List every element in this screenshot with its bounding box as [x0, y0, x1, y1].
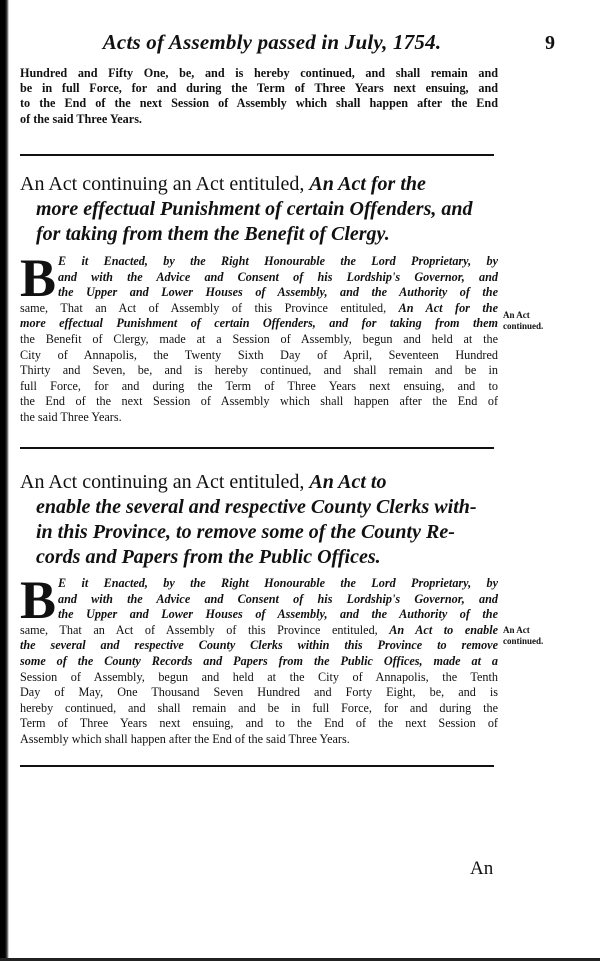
body-line: the several and respective County Clerks within this Province to remove: [20, 638, 498, 653]
act-title-italic: cords and Papers from the Public Offices.: [36, 546, 381, 568]
catchword: An: [470, 858, 494, 879]
running-title: Acts of Assembly passed in July, 1754.: [102, 30, 442, 54]
enacting-line: E it Enacted, by the Right Honourable the Lord Proprietary, by: [58, 254, 498, 268]
body-line: some of the County Records and Papers from the Public Offices, made at a: [20, 653, 498, 668]
page-binding-edge: [0, 0, 9, 961]
act-body-2: [20, 570, 498, 748]
body-line: full Force, for and during the Term of Three Years next ensuing, and to: [20, 378, 498, 393]
body-roman: same, That an Act of Assembly of this Province entituled,: [20, 622, 390, 637]
continuation-line: to the End of the next Session of Assembly which shall happen after the End: [20, 96, 498, 111]
act-title-italic: An Act for the: [309, 173, 426, 195]
body-line: the End of the next Session of Assembly which shall happen after the End of: [20, 394, 498, 409]
body-line: Day of May, One Thousand Seven Hundred and Forty Eight, be, and is: [20, 685, 498, 700]
continuation-line: be in full Force, for and during the Term of Three Years next ensuing, and: [20, 81, 498, 96]
body-line: the said Three Years.: [20, 409, 122, 424]
act-title-1: [20, 172, 500, 247]
act-title-italic: for taking from them the Benefit of Clergy.: [36, 223, 390, 245]
body-italic: An Act to enable: [389, 622, 498, 637]
enacting-line: the Upper and Lower Houses of Assembly, and the Authority of the: [58, 607, 498, 622]
act-title-italic: enable the several and respective County Clerks with-: [36, 496, 477, 518]
section-rule: [20, 765, 494, 767]
body-line: Term of Three Years next ensuing, and to the End of the next Session of: [20, 716, 498, 731]
drop-cap: B: [20, 570, 57, 630]
body-line: the Benefit of Clergy, made at a Session of Assembly, begun and held at the: [20, 331, 498, 346]
body-line: Thirty and Seven, be, and is hereby continued, and shall remain and be in: [20, 363, 498, 378]
body-line: Assembly which shall happen after the End of the said Three Years.: [20, 731, 350, 746]
body-line: [20, 623, 498, 639]
page-number: 9: [545, 32, 555, 54]
act-title-italic: more effectual Punishment of certain Offenders, and: [36, 198, 473, 220]
act-body-1: [20, 248, 498, 426]
continuation-line: Hundred and Fifty One, be, and is hereby continued, and shall remain and: [20, 66, 498, 80]
enacting-line: E it Enacted, by the Right Honourable the Lord Proprietary, by: [58, 576, 498, 590]
enacting-line: and with the Advice and Consent of his Lordship's Governor, and: [58, 269, 498, 284]
margin-note: An Act continued.: [503, 625, 544, 646]
body-italic: An Act for the: [398, 300, 498, 315]
body-line: [20, 301, 498, 317]
enacting-line: and with the Advice and Consent of his Lordship's Governor, and: [58, 591, 498, 606]
body-line: hereby continued, and shall remain and be in full Force, for and during the: [20, 700, 498, 715]
act-title-roman: An Act continuing an Act entituled,: [20, 471, 305, 493]
continuation-line: of the said Three Years.: [20, 111, 142, 126]
section-rule: [20, 154, 494, 156]
act-title-2: [20, 470, 500, 570]
continuation-paragraph: [20, 66, 498, 127]
body-roman: same, That an Act of Assembly of this Province entituled,: [20, 300, 399, 315]
margin-note: An Act continued.: [503, 310, 544, 331]
act-title-italic: An Act to: [309, 471, 387, 493]
section-rule: [20, 447, 494, 449]
body-line: Session of Assembly, begun and held at the City of Annapolis, the Tenth: [20, 669, 498, 684]
act-title-italic: in this Province, to remove some of the County Re-: [36, 521, 455, 543]
drop-cap: B: [20, 248, 57, 308]
act-title-roman: An Act continuing an Act entituled,: [20, 173, 305, 195]
body-line: more effectual Punishment of certain Offenders, and for taking from them: [20, 316, 498, 331]
body-line: City of Annapolis, the Twenty Sixth Day of April, Seventeen Hundred: [20, 347, 498, 362]
enacting-line: the Upper and Lower Houses of Assembly, and the Authority of the: [58, 285, 498, 300]
